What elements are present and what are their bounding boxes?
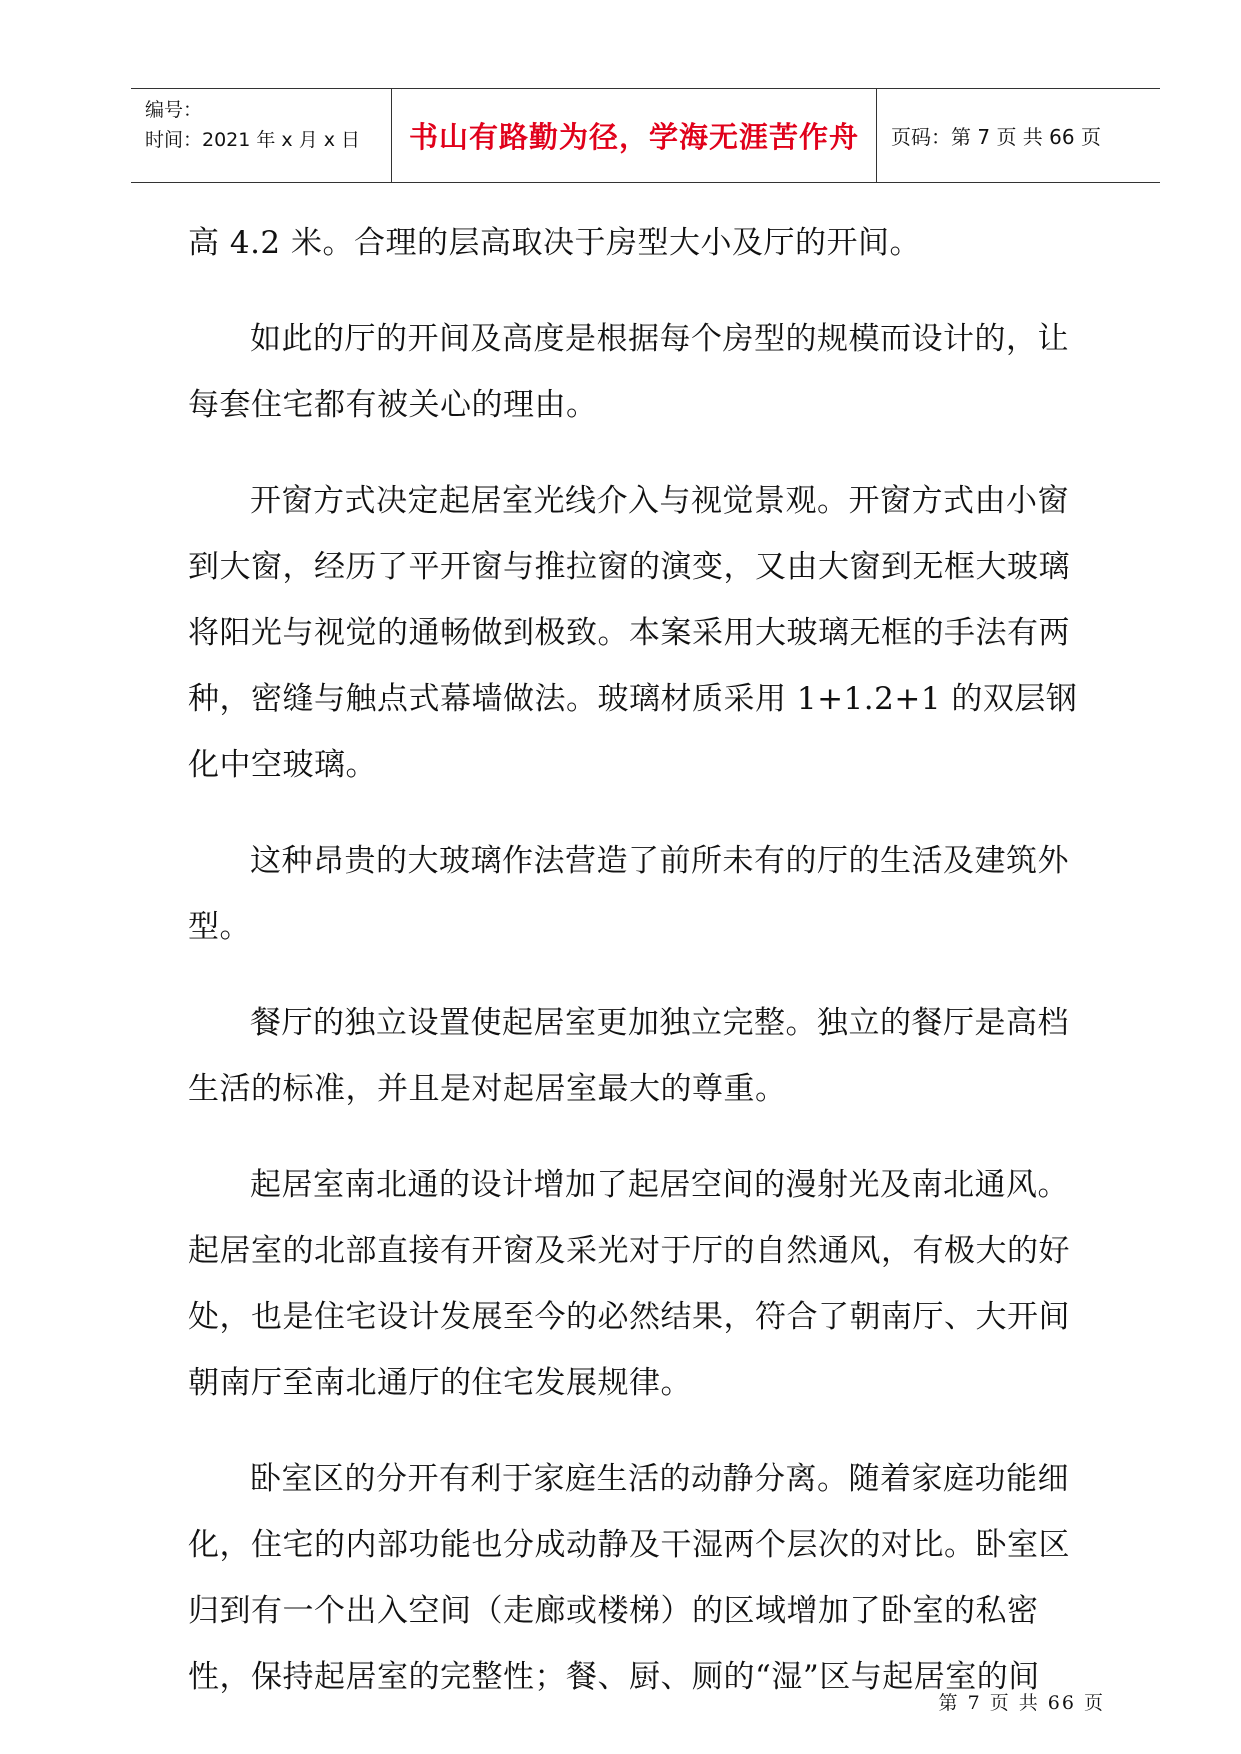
document-header — [131, 88, 1160, 183]
paragraph: 餐厅的独立设置使起居室更加独立完整。独立的餐厅是高档生活的标准，并且是对起居室最大的尊重。 — [188, 1005, 1069, 1107]
paragraph: 高 4.2 米。合理的层高取决于房型大小及厅的开间。 — [188, 225, 922, 261]
date-label: 时间：2021 年 x 月 x 日 — [145, 129, 361, 151]
header-meta — [131, 89, 391, 182]
paragraph: 如此的厅的开间及高度是根据每个房型的规模而设计的，让每套住宅都有被关心的理由。 — [188, 321, 1069, 423]
header-page-info: 页码：第 7 页 共 66 页 — [891, 125, 1101, 149]
paragraph: 卧室区的分开有利于家庭生活的动静分离。随着家庭功能细化，住宅的内部功能也分成动静及干湿两个层次的对比。卧室区归到有一个出入空间（走廊或楼梯）的区域增加了卧室的私密性，保持起居室的完整性；餐、厨、厕的“湿”区与起居室的间 — [188, 1461, 1070, 1695]
paragraph: 这种昂贵的大玻璃作法营造了前所未有的厅的生活及建筑外型。 — [188, 843, 1069, 945]
document-body — [188, 210, 1098, 1740]
header-motto-cell — [391, 89, 877, 182]
header-motto: 书山有路勤为径，学海无涯苦作舟 — [408, 120, 859, 154]
paragraph: 开窗方式决定起居室光线介入与视觉景观。开窗方式由小窗到大窗，经历了平开窗与推拉窗的演变，又由大窗到无框大玻璃将阳光与视觉的通畅做到极致。本案采用大玻璃无框的手法有两种，密缝与触点式幕墙做法。玻璃材质采用 1+1.2+1 的双层钢化中空玻璃。 — [188, 483, 1078, 783]
page-footer: 第 7 页 共 66 页 — [938, 1692, 1105, 1714]
paragraph: 起居室南北通的设计增加了起居空间的漫射光及南北通风。起居室的北部直接有开窗及采光对于厅的自然通风，有极大的好处，也是住宅设计发展至今的必然结果，符合了朝南厅、大开间朝南厅至南北通厅的住宅发展规律。 — [188, 1167, 1070, 1401]
number-label: 编号： — [145, 99, 203, 121]
